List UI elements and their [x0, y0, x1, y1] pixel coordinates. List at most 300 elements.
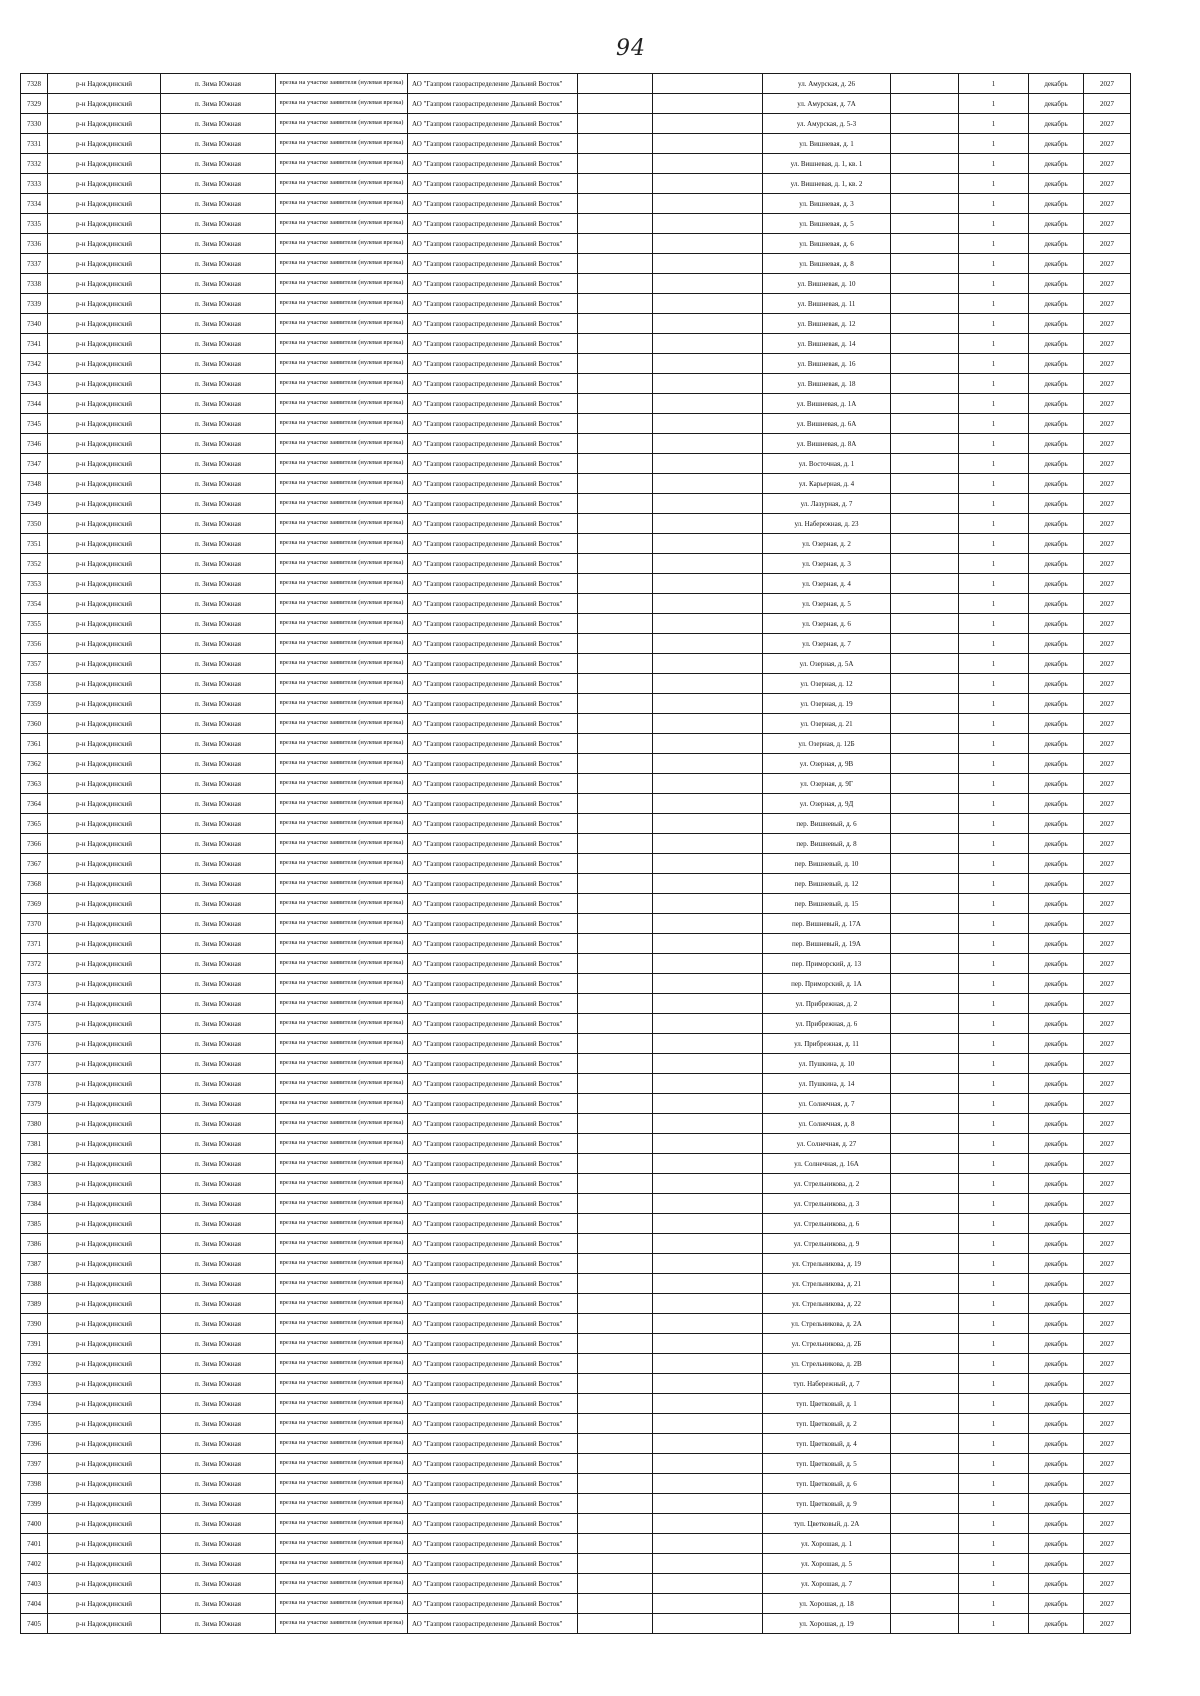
cell-locality: п. Зима Южная: [161, 734, 276, 754]
table-row: [21, 1214, 1131, 1234]
table-row: [21, 1594, 1131, 1614]
cell-locality: п. Зима Южная: [161, 1254, 276, 1274]
cell-address: ул. Хорошая, д. 7: [763, 1574, 891, 1594]
cell-organization: АО "Газпром газораспределение Дальний Восток": [408, 934, 578, 954]
cell-month: декабрь: [1029, 1394, 1084, 1414]
cell-year: 2027: [1084, 654, 1131, 674]
cell-quantity: 1: [959, 654, 1029, 674]
cell-district: р-н Надеждинский: [48, 1214, 161, 1234]
cell-district: р-н Надеждинский: [48, 1414, 161, 1434]
cell-year: 2027: [1084, 514, 1131, 534]
cell-organization: АО "Газпром газораспределение Дальний Восток": [408, 314, 578, 334]
cell-year: 2027: [1084, 334, 1131, 354]
cell-address: ул. Пушкина, д. 14: [763, 1074, 891, 1094]
table-row: [21, 214, 1131, 234]
cell-work-type: врезка на участке заявителя (нулевая врезка): [276, 394, 408, 414]
cell-address: ул. Стрельникова, д. 2В: [763, 1354, 891, 1374]
cell-empty: [891, 1554, 959, 1574]
cell-month: декабрь: [1029, 594, 1084, 614]
cell-quantity: 1: [959, 1274, 1029, 1294]
cell-quantity: 1: [959, 754, 1029, 774]
cell-work-type: врезка на участке заявителя (нулевая врезка): [276, 1174, 408, 1194]
cell-empty: [891, 1334, 959, 1354]
cell-number: 7405: [21, 1614, 48, 1634]
cell-work-type: врезка на участке заявителя (нулевая врезка): [276, 674, 408, 694]
cell-address: туп. Цветковый, д. 4: [763, 1434, 891, 1454]
cell-month: декабрь: [1029, 634, 1084, 654]
cell-year: 2027: [1084, 1594, 1131, 1614]
cell-empty: [891, 354, 959, 374]
cell-work-type: врезка на участке заявителя (нулевая врезка): [276, 634, 408, 654]
table-row: [21, 414, 1131, 434]
cell-quantity: 1: [959, 734, 1029, 754]
cell-empty: [578, 1254, 653, 1274]
cell-district: р-н Надеждинский: [48, 614, 161, 634]
cell-work-type: врезка на участке заявителя (нулевая врезка): [276, 1294, 408, 1314]
cell-empty: [578, 274, 653, 294]
cell-quantity: 1: [959, 1594, 1029, 1614]
cell-work-type: врезка на участке заявителя (нулевая врезка): [276, 274, 408, 294]
cell-locality: п. Зима Южная: [161, 954, 276, 974]
cell-address: ул. Прибрежная, д. 2: [763, 994, 891, 1014]
table-row: [21, 1274, 1131, 1294]
cell-empty: [891, 414, 959, 434]
cell-quantity: 1: [959, 1334, 1029, 1354]
cell-month: декабрь: [1029, 434, 1084, 454]
cell-empty: [578, 1614, 653, 1634]
table-row: [21, 514, 1131, 534]
cell-empty: [891, 754, 959, 774]
cell-quantity: 1: [959, 694, 1029, 714]
cell-empty: [578, 1434, 653, 1454]
cell-empty: [578, 1034, 653, 1054]
cell-district: р-н Надеждинский: [48, 74, 161, 94]
cell-organization: АО "Газпром газораспределение Дальний Восток": [408, 354, 578, 374]
table-row: [21, 1114, 1131, 1134]
cell-empty: [653, 474, 763, 494]
cell-empty: [653, 1334, 763, 1354]
cell-empty: [653, 854, 763, 874]
cell-work-type: врезка на участке заявителя (нулевая врезка): [276, 694, 408, 714]
cell-year: 2027: [1084, 1554, 1131, 1574]
cell-work-type: врезка на участке заявителя (нулевая врезка): [276, 1534, 408, 1554]
cell-locality: п. Зима Южная: [161, 774, 276, 794]
cell-empty: [578, 1554, 653, 1574]
cell-number: 7392: [21, 1354, 48, 1374]
cell-locality: п. Зима Южная: [161, 1394, 276, 1414]
cell-work-type: врезка на участке заявителя (нулевая врезка): [276, 794, 408, 814]
cell-year: 2027: [1084, 1214, 1131, 1234]
cell-work-type: врезка на участке заявителя (нулевая врезка): [276, 594, 408, 614]
cell-organization: АО "Газпром газораспределение Дальний Восток": [408, 1194, 578, 1214]
cell-year: 2027: [1084, 874, 1131, 894]
cell-month: декабрь: [1029, 794, 1084, 814]
cell-number: 7346: [21, 434, 48, 454]
cell-empty: [653, 134, 763, 154]
cell-year: 2027: [1084, 1494, 1131, 1514]
cell-empty: [578, 1094, 653, 1114]
cell-empty: [653, 1354, 763, 1374]
cell-empty: [653, 934, 763, 954]
cell-locality: п. Зима Южная: [161, 1234, 276, 1254]
cell-organization: АО "Газпром газораспределение Дальний Восток": [408, 954, 578, 974]
cell-district: р-н Надеждинский: [48, 474, 161, 494]
cell-locality: п. Зима Южная: [161, 374, 276, 394]
cell-quantity: 1: [959, 954, 1029, 974]
table-row: [21, 974, 1131, 994]
cell-locality: п. Зима Южная: [161, 154, 276, 174]
cell-empty: [653, 634, 763, 654]
cell-organization: АО "Газпром газораспределение Дальний Восток": [408, 394, 578, 414]
cell-organization: АО "Газпром газораспределение Дальний Восток": [408, 634, 578, 654]
table-row: [21, 1394, 1131, 1414]
table-row: [21, 894, 1131, 914]
cell-quantity: 1: [959, 1134, 1029, 1154]
table-row: [21, 874, 1131, 894]
cell-year: 2027: [1084, 1134, 1131, 1154]
cell-work-type: врезка на участке заявителя (нулевая врезка): [276, 814, 408, 834]
cell-organization: АО "Газпром газораспределение Дальний Восток": [408, 754, 578, 774]
cell-empty: [653, 1474, 763, 1494]
cell-number: 7361: [21, 734, 48, 754]
cell-month: декабрь: [1029, 94, 1084, 114]
cell-empty: [578, 1414, 653, 1434]
table-row: [21, 234, 1131, 254]
cell-address: ул. Стрельникова, д. 2: [763, 1174, 891, 1194]
cell-work-type: врезка на участке заявителя (нулевая врезка): [276, 974, 408, 994]
cell-number: 7379: [21, 1094, 48, 1114]
cell-district: р-н Надеждинский: [48, 634, 161, 654]
table-row: [21, 734, 1131, 754]
cell-organization: АО "Газпром газораспределение Дальний Восток": [408, 1134, 578, 1154]
cell-district: р-н Надеждинский: [48, 1334, 161, 1354]
cell-empty: [891, 1494, 959, 1514]
cell-address: ул. Вишневая, д. 1, кв. 1: [763, 154, 891, 174]
cell-district: р-н Надеждинский: [48, 354, 161, 374]
cell-year: 2027: [1084, 134, 1131, 154]
cell-quantity: 1: [959, 494, 1029, 514]
cell-locality: п. Зима Южная: [161, 1194, 276, 1214]
cell-empty: [891, 1354, 959, 1374]
cell-year: 2027: [1084, 1254, 1131, 1274]
cell-organization: АО "Газпром газораспределение Дальний Восток": [408, 574, 578, 594]
cell-number: 7363: [21, 774, 48, 794]
cell-district: р-н Надеждинский: [48, 1234, 161, 1254]
cell-quantity: 1: [959, 974, 1029, 994]
cell-address: ул. Озерная, д. 4: [763, 574, 891, 594]
cell-district: р-н Надеждинский: [48, 934, 161, 954]
table-row: [21, 74, 1131, 94]
cell-number: 7344: [21, 394, 48, 414]
cell-quantity: 1: [959, 554, 1029, 574]
cell-number: 7366: [21, 834, 48, 854]
cell-month: декабрь: [1029, 1594, 1084, 1614]
cell-empty: [891, 1094, 959, 1114]
cell-month: декабрь: [1029, 414, 1084, 434]
cell-district: р-н Надеждинский: [48, 534, 161, 554]
cell-empty: [653, 714, 763, 734]
cell-number: 7355: [21, 614, 48, 634]
cell-organization: АО "Газпром газораспределение Дальний Восток": [408, 1254, 578, 1274]
cell-empty: [578, 1194, 653, 1214]
cell-work-type: врезка на участке заявителя (нулевая врезка): [276, 354, 408, 374]
cell-month: декабрь: [1029, 1494, 1084, 1514]
cell-empty: [578, 394, 653, 414]
cell-empty: [578, 74, 653, 94]
cell-year: 2027: [1084, 1394, 1131, 1414]
cell-empty: [891, 1534, 959, 1554]
cell-year: 2027: [1084, 1614, 1131, 1634]
cell-number: 7372: [21, 954, 48, 974]
cell-quantity: 1: [959, 1474, 1029, 1494]
table-row: [21, 574, 1131, 594]
cell-district: р-н Надеждинский: [48, 874, 161, 894]
table-row: [21, 394, 1131, 414]
cell-organization: АО "Газпром газораспределение Дальний Восток": [408, 694, 578, 714]
cell-empty: [653, 1534, 763, 1554]
cell-quantity: 1: [959, 74, 1029, 94]
cell-empty: [578, 1374, 653, 1394]
cell-address: пер. Приморский, д. 1А: [763, 974, 891, 994]
table-row: [21, 834, 1131, 854]
cell-district: р-н Надеждинский: [48, 214, 161, 234]
table-row: [21, 1494, 1131, 1514]
cell-empty: [578, 1534, 653, 1554]
cell-work-type: врезка на участке заявителя (нулевая врезка): [276, 874, 408, 894]
cell-address: ул. Стрельникова, д. 2Б: [763, 1334, 891, 1354]
cell-organization: АО "Газпром газораспределение Дальний Восток": [408, 1494, 578, 1514]
cell-month: декабрь: [1029, 394, 1084, 414]
cell-organization: АО "Газпром газораспределение Дальний Восток": [408, 454, 578, 474]
cell-locality: п. Зима Южная: [161, 1114, 276, 1134]
cell-month: декабрь: [1029, 194, 1084, 214]
cell-district: р-н Надеждинский: [48, 994, 161, 1014]
cell-month: декабрь: [1029, 1314, 1084, 1334]
cell-locality: п. Зима Южная: [161, 1054, 276, 1074]
cell-empty: [653, 1134, 763, 1154]
cell-empty: [578, 894, 653, 914]
cell-number: 7356: [21, 634, 48, 654]
cell-locality: п. Зима Южная: [161, 1494, 276, 1514]
cell-year: 2027: [1084, 194, 1131, 214]
table-row: [21, 1094, 1131, 1114]
cell-empty: [653, 414, 763, 434]
cell-month: декабрь: [1029, 1434, 1084, 1454]
cell-empty: [653, 1294, 763, 1314]
cell-work-type: врезка на участке заявителя (нулевая врезка): [276, 1014, 408, 1034]
cell-empty: [891, 1394, 959, 1414]
cell-number: 7360: [21, 714, 48, 734]
cell-year: 2027: [1084, 954, 1131, 974]
table-row: [21, 1354, 1131, 1374]
table-row: [21, 354, 1131, 374]
cell-number: 7400: [21, 1514, 48, 1534]
cell-address: ул. Хорошая, д. 1: [763, 1534, 891, 1554]
cell-month: декабрь: [1029, 1534, 1084, 1554]
cell-district: р-н Надеждинский: [48, 314, 161, 334]
cell-work-type: врезка на участке заявителя (нулевая врезка): [276, 254, 408, 274]
cell-locality: п. Зима Южная: [161, 894, 276, 914]
cell-month: декабрь: [1029, 1574, 1084, 1594]
cell-work-type: врезка на участке заявителя (нулевая врезка): [276, 1334, 408, 1354]
cell-empty: [578, 334, 653, 354]
cell-organization: АО "Газпром газораспределение Дальний Восток": [408, 1014, 578, 1034]
cell-quantity: 1: [959, 794, 1029, 814]
cell-organization: АО "Газпром газораспределение Дальний Восток": [408, 1514, 578, 1534]
cell-locality: п. Зима Южная: [161, 814, 276, 834]
cell-empty: [653, 694, 763, 714]
cell-address: ул. Стрельникова, д. 9: [763, 1234, 891, 1254]
cell-organization: АО "Газпром газораспределение Дальний Восток": [408, 154, 578, 174]
cell-locality: п. Зима Южная: [161, 694, 276, 714]
cell-locality: п. Зима Южная: [161, 794, 276, 814]
cell-number: 7339: [21, 294, 48, 314]
cell-year: 2027: [1084, 294, 1131, 314]
cell-address: ул. Вишневая, д. 10: [763, 274, 891, 294]
cell-address: ул. Вишневая, д. 5: [763, 214, 891, 234]
cell-number: 7351: [21, 534, 48, 554]
cell-locality: п. Зима Южная: [161, 214, 276, 234]
cell-year: 2027: [1084, 1474, 1131, 1494]
cell-district: р-н Надеждинский: [48, 414, 161, 434]
cell-empty: [891, 434, 959, 454]
cell-empty: [653, 914, 763, 934]
cell-quantity: 1: [959, 894, 1029, 914]
cell-number: 7381: [21, 1134, 48, 1154]
table-row: [21, 334, 1131, 354]
cell-quantity: 1: [959, 1534, 1029, 1554]
cell-address: ул. Вишневая, д. 16: [763, 354, 891, 374]
cell-quantity: 1: [959, 1354, 1029, 1374]
cell-locality: п. Зима Южная: [161, 1454, 276, 1474]
cell-empty: [653, 214, 763, 234]
cell-district: р-н Надеждинский: [48, 1494, 161, 1514]
cell-address: ул. Стрельникова, д. 19: [763, 1254, 891, 1274]
cell-quantity: 1: [959, 194, 1029, 214]
cell-quantity: 1: [959, 1554, 1029, 1574]
cell-empty: [578, 494, 653, 514]
cell-organization: АО "Газпром газораспределение Дальний Восток": [408, 1094, 578, 1114]
cell-organization: АО "Газпром газораспределение Дальний Восток": [408, 714, 578, 734]
table-row: [21, 1554, 1131, 1574]
cell-locality: п. Зима Южная: [161, 714, 276, 734]
cell-empty: [653, 1074, 763, 1094]
cell-empty: [653, 614, 763, 634]
cell-address: ул. Озерная, д. 9Г: [763, 774, 891, 794]
cell-address: ул. Солнечная, д. 8: [763, 1114, 891, 1134]
cell-month: декабрь: [1029, 314, 1084, 334]
cell-number: 7375: [21, 1014, 48, 1034]
cell-empty: [653, 1414, 763, 1434]
cell-number: 7352: [21, 554, 48, 574]
cell-empty: [891, 74, 959, 94]
cell-organization: АО "Газпром газораспределение Дальний Восток": [408, 494, 578, 514]
cell-quantity: 1: [959, 374, 1029, 394]
cell-locality: п. Зима Южная: [161, 494, 276, 514]
cell-empty: [578, 374, 653, 394]
cell-year: 2027: [1084, 474, 1131, 494]
cell-quantity: 1: [959, 234, 1029, 254]
cell-address: пер. Вишневый, д. 6: [763, 814, 891, 834]
cell-empty: [653, 674, 763, 694]
cell-locality: п. Зима Южная: [161, 574, 276, 594]
cell-locality: п. Зима Южная: [161, 1014, 276, 1034]
cell-locality: п. Зима Южная: [161, 114, 276, 134]
cell-address: ул. Вишневая, д. 12: [763, 314, 891, 334]
cell-organization: АО "Газпром газораспределение Дальний Восток": [408, 434, 578, 454]
cell-month: декабрь: [1029, 234, 1084, 254]
cell-month: декабрь: [1029, 134, 1084, 154]
cell-number: 7332: [21, 154, 48, 174]
cell-address: пер. Вишневый, д. 17А: [763, 914, 891, 934]
cell-year: 2027: [1084, 394, 1131, 414]
cell-district: р-н Надеждинский: [48, 194, 161, 214]
cell-quantity: 1: [959, 1494, 1029, 1514]
cell-work-type: врезка на участке заявителя (нулевая врезка): [276, 1474, 408, 1494]
cell-organization: АО "Газпром газораспределение Дальний Восток": [408, 614, 578, 634]
cell-organization: АО "Газпром газораспределение Дальний Восток": [408, 654, 578, 674]
cell-district: р-н Надеждинский: [48, 1294, 161, 1314]
cell-district: р-н Надеждинский: [48, 1194, 161, 1214]
cell-number: 7362: [21, 754, 48, 774]
cell-organization: АО "Газпром газораспределение Дальний Восток": [408, 254, 578, 274]
cell-quantity: 1: [959, 454, 1029, 474]
cell-quantity: 1: [959, 134, 1029, 154]
cell-district: р-н Надеждинский: [48, 494, 161, 514]
cell-empty: [653, 1394, 763, 1414]
cell-empty: [653, 1054, 763, 1074]
cell-year: 2027: [1084, 414, 1131, 434]
cell-year: 2027: [1084, 614, 1131, 634]
cell-locality: п. Зима Южная: [161, 534, 276, 554]
cell-district: р-н Надеждинский: [48, 674, 161, 694]
cell-empty: [891, 1434, 959, 1454]
cell-empty: [891, 1514, 959, 1534]
cell-work-type: врезка на участке заявителя (нулевая врезка): [276, 914, 408, 934]
cell-district: р-н Надеждинский: [48, 1014, 161, 1034]
table-row: [21, 714, 1131, 734]
cell-month: декабрь: [1029, 1014, 1084, 1034]
cell-work-type: врезка на участке заявителя (нулевая врезка): [276, 1314, 408, 1334]
cell-year: 2027: [1084, 714, 1131, 734]
cell-locality: п. Зима Южная: [161, 1574, 276, 1594]
cell-year: 2027: [1084, 1454, 1131, 1474]
cell-month: декабрь: [1029, 214, 1084, 234]
cell-year: 2027: [1084, 1154, 1131, 1174]
cell-number: 7398: [21, 1474, 48, 1494]
cell-work-type: врезка на участке заявителя (нулевая врезка): [276, 1554, 408, 1574]
cell-number: 7401: [21, 1534, 48, 1554]
cell-work-type: врезка на участке заявителя (нулевая врезка): [276, 1134, 408, 1154]
cell-address: ул. Набережная, д. 23: [763, 514, 891, 534]
cell-address: ул. Амурская, д. 26: [763, 74, 891, 94]
cell-district: р-н Надеждинский: [48, 454, 161, 474]
cell-empty: [578, 1134, 653, 1154]
cell-empty: [653, 574, 763, 594]
cell-address: ул. Озерная, д. 12Б: [763, 734, 891, 754]
cell-address: пер. Вишневый, д. 8: [763, 834, 891, 854]
cell-number: 7348: [21, 474, 48, 494]
cell-month: декабрь: [1029, 1514, 1084, 1534]
cell-empty: [653, 1154, 763, 1174]
cell-number: 7359: [21, 694, 48, 714]
cell-empty: [891, 314, 959, 334]
cell-month: декабрь: [1029, 1094, 1084, 1114]
cell-district: р-н Надеждинский: [48, 734, 161, 754]
cell-year: 2027: [1084, 1234, 1131, 1254]
cell-empty: [578, 834, 653, 854]
table-row: [21, 594, 1131, 614]
